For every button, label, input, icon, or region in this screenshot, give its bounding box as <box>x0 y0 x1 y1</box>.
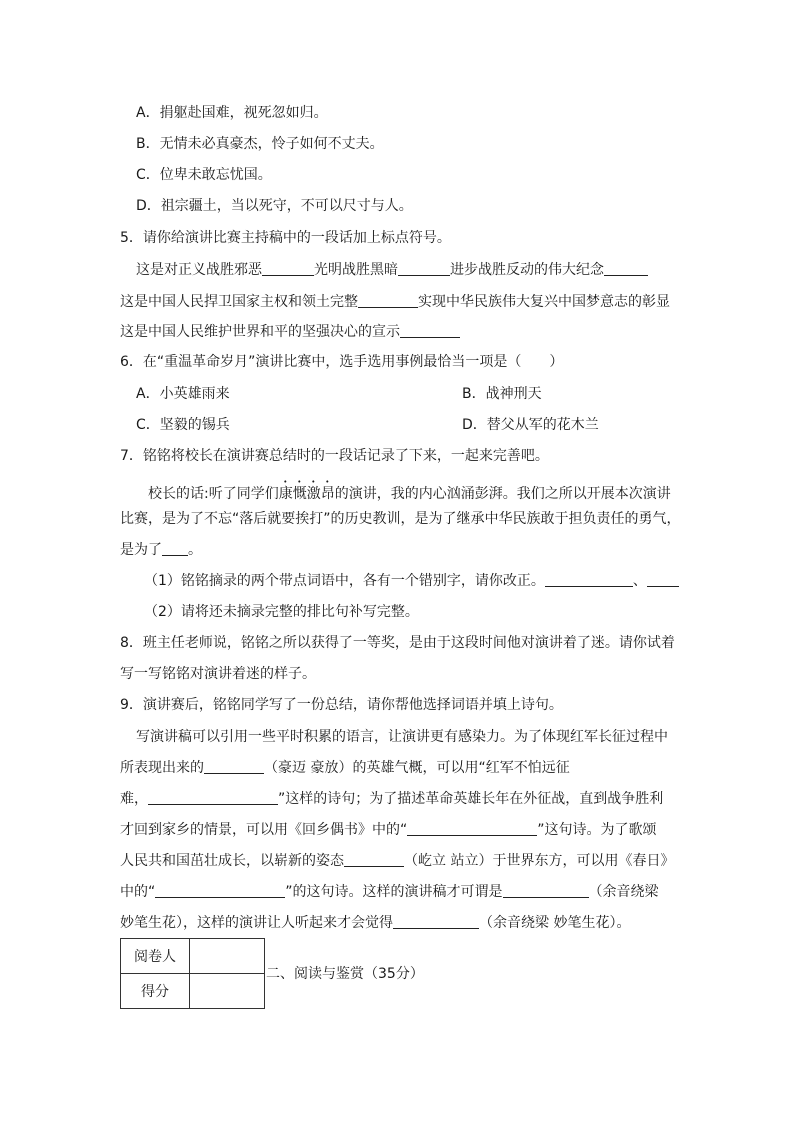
q6-option-a: A．小英雄雨来 <box>136 386 230 402</box>
q8-line-2: 写一写铭铭对演讲着迷的样子。 <box>120 666 316 682</box>
q4-option-c: C．位卑未敢忘忧国。 <box>136 167 272 183</box>
q9-line-1: 写演讲稿可以引用一些平时积累的语言，让演讲更有感染力。为了体现红军长征过程中 <box>136 729 668 745</box>
q9-line-6 <box>120 882 659 902</box>
q7-text: （1）铭铭摘录的两个带点词语中，各有一个错别字，请你改正。 <box>144 573 545 589</box>
q7-sub-1 <box>144 571 679 591</box>
answer-blank[interactable] <box>148 790 278 805</box>
answer-blank[interactable] <box>358 293 418 308</box>
answer-blank[interactable] <box>545 572 633 587</box>
score-label: 得分 <box>121 974 190 1009</box>
q9-line-2 <box>120 758 570 778</box>
q9-line-7 <box>120 913 630 933</box>
q9-title: 9．演讲赛后，铭铭同学写了一份总结，请你帮他选择词语并填上诗句。 <box>120 697 563 713</box>
answer-blank[interactable] <box>393 914 479 929</box>
answer-blank[interactable] <box>204 759 264 774</box>
q7-para-line-2: 比赛，是为了不忘“落后就要挨打”的历史教训，是为了继承中华民族敢于担负责任的勇气， <box>120 511 681 527</box>
q5-text: 这是对正义战胜邪恶 <box>136 262 262 278</box>
q7-text: 、 <box>632 573 647 589</box>
answer-blank[interactable] <box>398 261 450 276</box>
q9-text: （屹立 站立）于世界东方，可以用《春日》 <box>404 853 675 869</box>
q4-option-d: D．祖宗疆土，当以死守，不可以尺寸与人。 <box>136 198 413 214</box>
q6-title: 6．在“重温革命岁月”演讲比赛中，选手选用事例最恰当一项是（ ） <box>120 354 564 370</box>
q6-option-b: B．战神刑天 <box>462 386 542 402</box>
reviewer-label: 阅卷人 <box>121 939 190 974</box>
q5-line-1 <box>136 260 648 280</box>
score-cell[interactable] <box>190 974 265 1009</box>
q9-text: 人民共和国茁壮成长，以崭新的姿态 <box>120 853 344 869</box>
answer-blank[interactable] <box>162 541 188 556</box>
q7-text: 。 <box>188 542 202 558</box>
q5-title: 5．请你给演讲比赛主持稿中的一段话加上标点符号。 <box>120 230 451 246</box>
q9-text: （余音绕梁 妙笔生花）。 <box>479 915 631 931</box>
answer-blank[interactable] <box>344 852 404 867</box>
answer-blank[interactable] <box>647 572 679 587</box>
answer-blank[interactable] <box>155 883 285 898</box>
q4-option-b: B．无情未必真豪杰，怜子如何不丈夫。 <box>136 136 384 152</box>
q6-option-d: D．替父从军的花木兰 <box>462 417 599 433</box>
q9-text: ”这样的诗句；为了描述革命英雄长年在外征战，直到战争胜利 <box>278 791 664 807</box>
score-table <box>120 938 265 1009</box>
q9-line-3 <box>120 789 663 809</box>
q7-para-line-3 <box>120 540 202 560</box>
q8-line-1: 8．班主任老师说，铭铭之所以获得了一等奖，是由于这段时间他对演讲着了迷。请你试着 <box>120 635 675 651</box>
answer-blank[interactable] <box>262 261 314 276</box>
answer-blank[interactable] <box>604 261 648 276</box>
q7-sub-2: （2）请将还未摘录完整的排比句补写完整。 <box>144 604 419 620</box>
q5-text: 进步战胜反动的伟大纪念 <box>450 262 604 278</box>
answer-blank[interactable] <box>400 323 460 338</box>
q5-text: 光明战胜黑暗 <box>314 262 398 278</box>
q9-text: 难， <box>120 791 148 807</box>
answer-blank[interactable] <box>503 883 589 898</box>
q6-option-c: C．坚毅的锡兵 <box>136 417 230 433</box>
q5-line-2 <box>120 292 670 312</box>
q9-line-5 <box>120 851 674 871</box>
q9-text: 所表现出来的 <box>120 760 204 776</box>
q9-text: 中的“ <box>120 884 156 900</box>
answer-blank[interactable] <box>407 821 537 836</box>
q7-dotted-word: 康慨激昂 <box>278 486 335 502</box>
q9-text: ”这句诗。为了歌颂 <box>537 822 657 838</box>
q9-text: 才回到家乡的情景，可以用《回乡偶书》中的“ <box>120 822 408 838</box>
q7-para-line-1 <box>148 478 671 504</box>
q7-text: 的演讲，我的内心汹涌彭湃。我们之所以开展本次演讲 <box>334 486 671 502</box>
q5-text: 这是中国人民维护世界和平的坚强决心的宣示 <box>120 324 400 340</box>
q9-line-4 <box>120 820 657 840</box>
q5-line-3 <box>120 322 460 342</box>
q5-text: 这是中国人民捍卫国家主权和领土完整 <box>120 294 358 310</box>
reviewer-cell[interactable] <box>190 939 265 974</box>
q9-text: （豪迈 豪放）的英雄气概，可以用“红军不怕远征 <box>264 760 570 776</box>
q9-text: ”的这句诗。这样的演讲稿才可谓是 <box>285 884 503 900</box>
q5-text: 实现中华民族伟大复兴中国梦意志的彰显 <box>418 294 670 310</box>
section-2-title: 二、阅读与鉴赏（35分） <box>266 966 424 982</box>
q9-text: （余音绕梁 <box>588 884 659 900</box>
q7-text: 校长的话:听了同学们 <box>148 486 279 502</box>
q4-option-a: A．捐躯赴国难，视死忽如归。 <box>136 105 328 121</box>
q7-text: 是为了 <box>120 542 162 558</box>
q7-title: 7．铭铭将校长在演讲赛总结时的一段话记录了下来，一起来完善吧。 <box>120 448 549 464</box>
q9-text: 妙笔生花），这样的演讲让人听起来才会觉得 <box>120 915 393 931</box>
